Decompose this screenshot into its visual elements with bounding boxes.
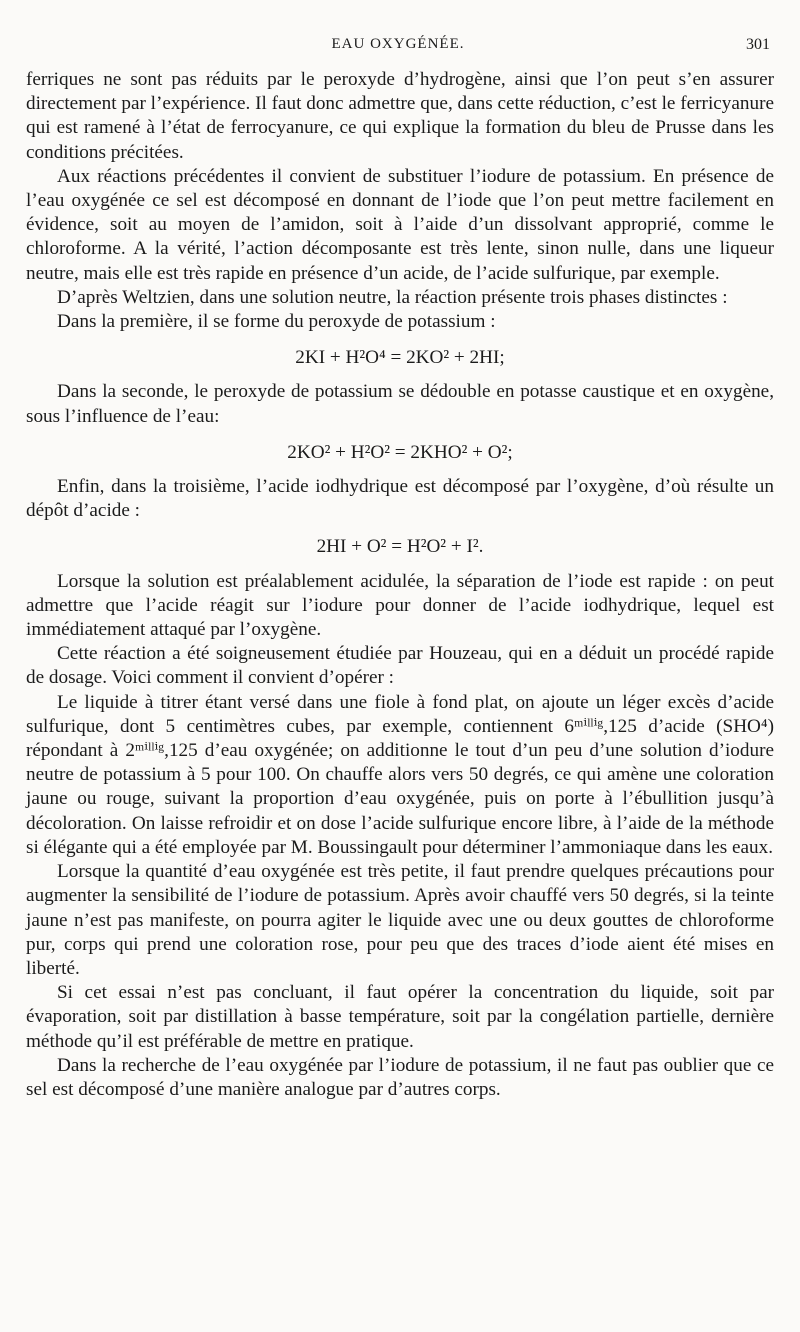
paragraph-caution: Dans la recherche de l’eau oxygénée par l’iodure de potassium, il ne faut pas oublier que ce sel est décomposé d’une manière analogue par d’autres corps. (26, 1054, 774, 1100)
paragraph-weltzien: D’après Weltzien, dans une solution neutre, la réaction présente trois phases distinctes : (57, 286, 728, 308)
paragraph-acidulated-solution: Lorsque la solution est préalablement acidulée, la séparation de l’iode est rapide : on peut admettre que l’acide réagit sur l’iodure pour donner de l’acide iodhydrique, lequel est immédiatement attaqué par l’oxygène. (26, 570, 774, 641)
paragraph-houzeau: Cette réaction a été soigneusement étudiée par Houzeau, qui en a déduit un procédé rapide de dosage. Voici comment il convient d’opérer : (26, 643, 774, 689)
equation-phase-two: 2KO² + H²O² = 2KHO² + O²; (287, 441, 513, 463)
paragraph-iodide-reaction: Aux réactions précédentes il convient de substituer l’iodure de potassium. En présence de l’eau oxygénée ce sel est décomposé en donnant de l’iode que l’on peut mettre facilement en évidence, soit au moyen de l’amidon, soit à l’aide d’un dissolvant approprié, comme le chloroforme. A la vérité, l’action décomposante est très lente, sinon nulle, dans une liqueur neutre, mais elle est très rapide en présence d’un acide, de l’acide sulfurique, par exemple. (26, 165, 774, 284)
paragraph-continuation: ferriques ne sont pas réduits par le peroxyde d’hydrogène, ainsi que l’on peut s’en assurer directement par l’expérience. Il faut donc admettre que, dans cette réduction, c’est le ferricyanure qui est ramené à l’état de ferrocyanure, ce qui explique la formation du bleu de Prusse dans les conditions précitées. (26, 69, 774, 163)
page-number: 301 (746, 36, 770, 53)
equation-phase-three: 2HI + O² = H²O² + I². (316, 536, 484, 558)
paragraph-small-quantity: Lorsque la quantité d’eau oxygénée est très petite, il faut prendre quelques précautions pour augmenter la sensibilité de l’iodure de potassium. Après avoir chauffé vers 50 degrés, si la teinte jaune n’est pas manifeste, on pourra agiter le liquide avec une ou deux gouttes de chloroforme pur, corps qui prend une coloration rose, pour peu que des traces d’iode aient été mises en liberté. (26, 861, 774, 979)
running-head (26, 36, 770, 62)
paragraph-concentration: Si cet essai n’est pas concluant, il faut opérer la concentration du liquide, soit par évaporation, soit par distillation à basse température, soit par la congélation partielle, dernière méthode qu’il est préférable de mettre en pratique. (26, 982, 774, 1052)
running-title: EAU OXYGÉNÉE. (331, 36, 465, 52)
body-text (26, 68, 774, 1102)
paragraph-phase-one: Dans la première, il se forme du peroxyde de potassium : (57, 311, 496, 333)
paragraph-phase-two: Dans la seconde, le peroxyde de potassium se dédouble en potasse caustique et en oxygène, sous l’influence de l’eau: (26, 381, 774, 427)
paragraph-procedure: Le liquide à titrer étant versé dans une fiole à fond plat, on ajoute un léger excès d’acide sulfurique, dont 5 centimètres cubes, par exemple, contiennent 6ᵐⁱˡˡⁱᵍ,125 d’acide (SHO⁴) répondant à 2ᵐⁱˡˡⁱᵍ,125 d’eau oxygénée; on additionne le tout d’un peu d’une solution d’iodure neutre de potassium à 5 pour 100. On chauffe alors vers 50 degrés, ce qui amène une coloration jaune ou rouge, suivant la proportion d’eau oxygénée, puis on porte à l’ébullition jusqu’à décoloration. On laisse refroidir et on dose l’acide sulfurique encore libre, à l’aide de la méthode si élégante qui a été employée par M. Boussingault pour déterminer l’ammoniaque dans les eaux. (26, 691, 774, 858)
paragraph-phase-three: Enfin, dans la troisième, l’acide iodhydrique est décomposé par l’oxygène, d’où résulte un dépôt d’acide : (26, 476, 774, 522)
equation-phase-one: 2KI + H²O⁴ = 2KO² + 2HI; (295, 347, 505, 369)
